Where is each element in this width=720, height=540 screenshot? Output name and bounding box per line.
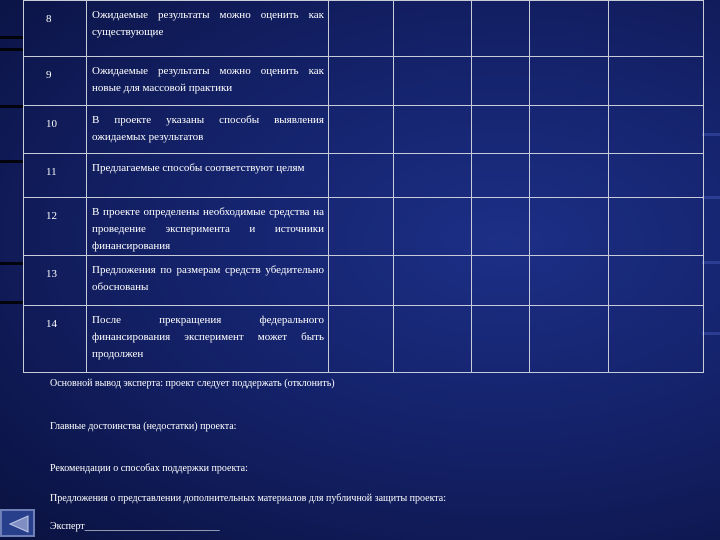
criterion-text: Ожидаемые результаты можно оценить как новые для массовой практики — [87, 57, 329, 106]
score-cell[interactable] — [472, 198, 530, 256]
back-arrow-icon — [9, 515, 29, 533]
row-number: 11 — [24, 154, 87, 198]
decor-stripe — [0, 105, 24, 108]
score-cell[interactable] — [530, 256, 609, 306]
expert-signature-line: Эксперт___________________________ — [50, 521, 220, 532]
decor-stripe — [0, 48, 24, 51]
score-cell[interactable] — [472, 57, 530, 106]
score-cell[interactable] — [472, 306, 530, 373]
score-cell[interactable] — [472, 106, 530, 154]
score-cell[interactable] — [329, 154, 394, 198]
score-cell[interactable] — [609, 57, 704, 106]
score-cell[interactable] — [394, 106, 472, 154]
criterion-text: После прекращения федерального финансирования эксперимент может быть продолжен — [87, 306, 329, 373]
expert-conclusion: Основной вывод эксперта: проект следует поддержать (отклонить) — [50, 378, 335, 389]
back-button[interactable] — [0, 509, 35, 537]
support-recommendations: Рекомендации о способах поддержки проекта: — [50, 463, 248, 474]
score-cell[interactable] — [394, 1, 472, 57]
score-cell[interactable] — [394, 198, 472, 256]
score-cell[interactable] — [329, 1, 394, 57]
row-number: 10 — [24, 106, 87, 154]
score-cell[interactable] — [530, 154, 609, 198]
table-row — [24, 306, 704, 373]
score-cell[interactable] — [472, 1, 530, 57]
criterion-text: Предлагаемые способы соответствуют целям — [87, 154, 329, 198]
decor-stripe — [702, 133, 720, 136]
criterion-text: Предложения по размерам средств убедительно обоснованы — [87, 256, 329, 306]
table-row — [24, 256, 704, 306]
decor-stripe — [0, 301, 24, 304]
table-row — [24, 1, 704, 57]
score-cell[interactable] — [530, 106, 609, 154]
criterion-text: В проекте указаны способы выявления ожидаемых результатов — [87, 106, 329, 154]
score-cell[interactable] — [329, 256, 394, 306]
score-cell[interactable] — [394, 256, 472, 306]
decor-stripe — [702, 261, 720, 264]
project-merits: Главные достоинства (недостатки) проекта: — [50, 421, 237, 432]
score-cell[interactable] — [394, 154, 472, 198]
score-cell[interactable] — [329, 306, 394, 373]
score-cell[interactable] — [472, 256, 530, 306]
row-number: 13 — [24, 256, 87, 306]
decor-stripe — [0, 36, 24, 39]
criteria-table — [23, 0, 704, 373]
score-cell[interactable] — [530, 57, 609, 106]
score-cell[interactable] — [609, 198, 704, 256]
score-cell[interactable] — [530, 1, 609, 57]
score-cell[interactable] — [329, 57, 394, 106]
row-number: 14 — [24, 306, 87, 373]
table-row — [24, 154, 704, 198]
decor-stripe — [0, 262, 24, 265]
criterion-text: Ожидаемые результаты можно оценить как существующие — [87, 1, 329, 57]
score-cell[interactable] — [329, 106, 394, 154]
score-cell[interactable] — [609, 1, 704, 57]
decor-stripe — [702, 196, 720, 199]
score-cell[interactable] — [329, 198, 394, 256]
decor-stripe — [702, 332, 720, 335]
table-row — [24, 106, 704, 154]
row-number: 8 — [24, 1, 87, 57]
table-row — [24, 57, 704, 106]
additional-materials-proposals: Предложения о представлении дополнительных материалов для публичной защиты проекта: — [50, 493, 447, 504]
row-number: 9 — [24, 57, 87, 106]
row-number: 12 — [24, 198, 87, 256]
score-cell[interactable] — [609, 106, 704, 154]
score-cell[interactable] — [530, 306, 609, 373]
decor-stripe — [0, 160, 24, 163]
score-cell[interactable] — [609, 306, 704, 373]
score-cell[interactable] — [394, 57, 472, 106]
criterion-text: В проекте определены необходимые средства на проведение эксперимента и источники финансирования — [87, 198, 329, 256]
score-cell[interactable] — [472, 154, 530, 198]
score-cell[interactable] — [609, 154, 704, 198]
table-row — [24, 198, 704, 256]
score-cell[interactable] — [394, 306, 472, 373]
score-cell[interactable] — [530, 198, 609, 256]
score-cell[interactable] — [609, 256, 704, 306]
